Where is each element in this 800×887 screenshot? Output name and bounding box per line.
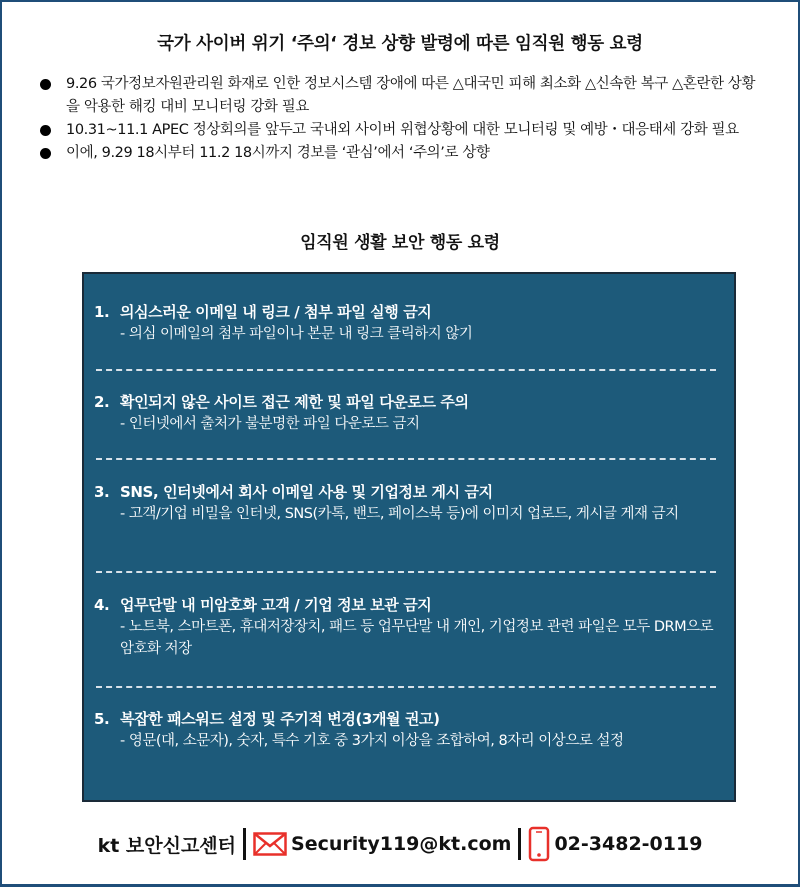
rule-item-4 <box>84 594 734 660</box>
rule-detail: - 의심 이메일의 첨부 파일이나 본문 내 링크 클릭하지 않기 <box>120 326 473 342</box>
report-phone-number[interactable]: 02-3482-0119 <box>554 833 703 855</box>
rule-number: 2. <box>94 393 110 411</box>
dashed-divider <box>96 686 716 688</box>
bullet-text: 9.26 국가정보자원관리원 화재로 인한 정보시스템 장애에 따른 △대국민 피해 최소화 △신속한 복구 △혼란한 상황을 악용한 해킹 대비 모니터링 강화 필요 <box>66 76 756 115</box>
bullet-text: 10.31~11.1 APEC 정상회의를 앞두고 국내외 사이버 위협상황에 대한 모니터링 및 예방・대응태세 강화 필요 <box>66 122 739 138</box>
rule-detail: - 고객/기업 비밀을 인터넷, SNS(카톡, 밴드, 페이스북 등)에 이미지 업로드, 게시글 게재 금지 <box>120 506 679 522</box>
rule-title: 의심스러운 이메일 내 링크 / 첨부 파일 실행 금지 <box>120 303 432 321</box>
rule-detail: - 노트북, 스마트폰, 휴대저장장치, 패드 등 업무단말 내 개인, 기업정보 관련 파일은 모두 DRM으로 암호화 저장 <box>120 619 714 657</box>
rule-number: 3. <box>94 483 110 501</box>
rule-heading <box>84 391 734 413</box>
security-rules-panel <box>82 272 736 802</box>
rule-title: 복잡한 패스워드 설정 및 주기적 변경(3개월 권고) <box>120 710 440 728</box>
section-title: 임직원 생활 보안 행동 요령 <box>300 233 500 253</box>
report-email-link[interactable]: Security119@kt.com <box>291 833 512 855</box>
bullet-item <box>40 142 760 165</box>
dashed-divider <box>96 458 716 460</box>
page-title: 국가 사이버 위기 ‘주의‘ 경보 상향 발령에 따른 임직원 행동 요령 <box>157 34 643 54</box>
rule-number: 1. <box>94 303 110 321</box>
rule-item-3 <box>84 481 734 525</box>
rule-item-5 <box>84 708 734 752</box>
rule-number: 4. <box>94 596 110 614</box>
bullet-dot-icon <box>40 148 51 159</box>
rule-title: SNS, 인터넷에서 회사 이메일 사용 및 기업정보 게시 금지 <box>120 483 493 501</box>
footer-separator <box>243 828 246 860</box>
rule-title: 업무단말 내 미암호화 고객 / 기업 정보 보관 금지 <box>120 596 432 614</box>
envelope-icon <box>253 832 287 856</box>
background-bullet-list <box>40 73 760 165</box>
report-center-name: kt 보안신고센터 <box>97 834 237 857</box>
contact-footer <box>0 826 800 862</box>
mobile-phone-icon <box>528 826 550 862</box>
rule-heading <box>84 301 734 323</box>
rule-heading <box>84 594 734 616</box>
bullet-dot-icon <box>40 79 51 90</box>
bullet-item <box>40 119 760 142</box>
bullet-text: 이에, 9.29 18시부터 11.2 18시까지 경보를 ‘관심’에서 ‘주의’로 상향 <box>66 145 490 161</box>
rule-detail: - 인터넷에서 출처가 불분명한 파일 다운로드 금지 <box>120 416 420 432</box>
dashed-divider <box>96 369 716 371</box>
rule-number: 5. <box>94 710 110 728</box>
rule-heading <box>84 481 734 503</box>
bullet-dot-icon <box>40 125 51 136</box>
rule-detail: - 영문(대, 소문자), 숫자, 특수 기호 중 3가지 이상을 조합하여, 8자리 이상으로 설정 <box>120 733 624 749</box>
footer-separator <box>518 828 521 860</box>
rule-item-2 <box>84 391 734 435</box>
rule-title: 확인되지 않은 사이트 접근 제한 및 파일 다운로드 주의 <box>120 393 469 411</box>
bullet-item <box>40 73 760 119</box>
rule-heading <box>84 708 734 730</box>
dashed-divider <box>96 571 716 573</box>
rule-item-1 <box>84 301 734 345</box>
